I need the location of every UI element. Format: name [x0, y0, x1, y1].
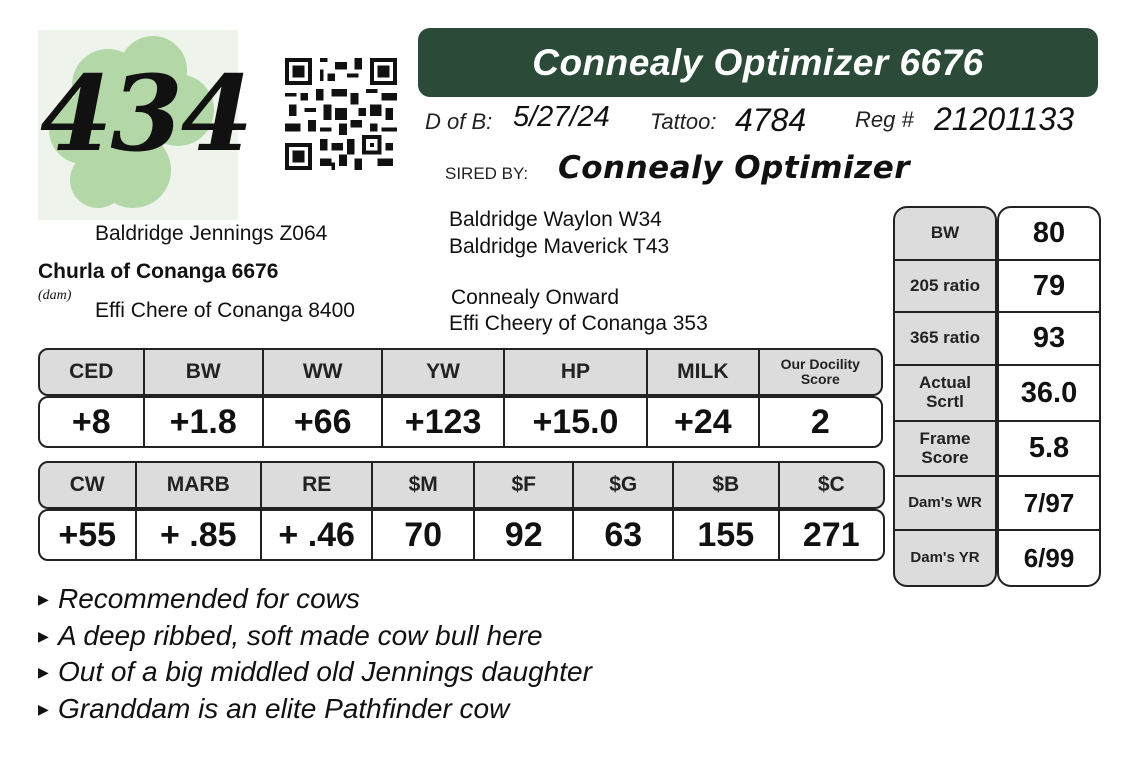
dob-value: 5/27/24 — [513, 101, 610, 133]
epd-header-yw: YW — [383, 350, 504, 394]
epd-header-ww: WW — [264, 350, 383, 394]
sired-by-label: SIRED BY: — [445, 164, 529, 183]
index-header-row — [38, 461, 885, 509]
index-header-m: $M — [373, 463, 475, 507]
stats-value-column — [997, 206, 1101, 587]
index-value-m: 70 — [373, 511, 475, 559]
stat-value-frame-score: 5.8 — [999, 422, 1099, 477]
epd-value-hp: +15.0 — [505, 398, 648, 446]
stat-label-dams-yr: Dam's YR — [910, 548, 980, 566]
performance-stats-panel — [893, 206, 1101, 587]
epd-value-docility: 2 — [810, 402, 830, 441]
index-value-re: + .46 — [262, 511, 373, 559]
tattoo-value: 4784 — [735, 102, 807, 138]
dam-dam-dam: Effi Cheery of Conanga 353 — [449, 312, 708, 335]
bull-name-title: Connealy Optimizer 6676 — [532, 41, 984, 83]
index-value-b: 155 — [674, 511, 780, 559]
index-header-c: $C — [817, 473, 845, 496]
epd-table-1 — [38, 348, 883, 450]
title-banner — [418, 28, 1098, 97]
stat-label-bw: BW — [895, 208, 995, 261]
index-value-g: 63 — [574, 511, 674, 559]
note-item — [38, 620, 543, 652]
stat-value-365-ratio: 93 — [999, 313, 1099, 366]
stat-value-dams-wr: 7/97 — [999, 477, 1099, 531]
stat-label-365-ratio: 365 ratio — [895, 313, 995, 366]
reg-label: Reg # — [855, 107, 914, 132]
epd-value-row — [38, 396, 883, 448]
index-header-g: $G — [574, 463, 674, 507]
index-value-cw: +55 — [40, 511, 137, 559]
stat-label-frame-score: Frame Score — [895, 422, 995, 477]
qr-code-icon — [285, 58, 397, 170]
lot-number: 434 — [40, 52, 252, 175]
index-value-marb: + .85 — [137, 511, 262, 559]
dam-name: Churla of Conanga 6676 — [38, 260, 279, 283]
stats-label-column — [893, 206, 997, 587]
dob-label: D of B: — [425, 109, 493, 134]
note-item — [38, 656, 592, 688]
note-text: A deep ribbed, soft made cow bull here — [58, 620, 543, 651]
note-text: Recommended for cows — [58, 583, 360, 614]
triangle-bullet-icon: ▶ — [38, 590, 49, 607]
epd-value-ww: +66 — [264, 398, 383, 446]
index-value-c: 271 — [802, 515, 860, 554]
stat-value-bw: 80 — [999, 208, 1099, 261]
reg-value: 21201133 — [934, 101, 1074, 137]
epd-value-bw: +1.8 — [145, 398, 264, 446]
index-header-b: $B — [674, 463, 780, 507]
epd-header-milk: MILK — [648, 350, 759, 394]
tattoo-label: Tattoo: — [650, 109, 717, 134]
index-header-f: $F — [475, 463, 575, 507]
dam-dam: Effi Chere of Conanga 8400 — [95, 299, 355, 322]
stat-label-scrotal: Actual Scrtl — [895, 366, 995, 422]
index-header-marb: MARB — [137, 463, 262, 507]
note-item — [38, 693, 509, 725]
triangle-bullet-icon: ▶ — [38, 663, 49, 680]
index-value-row — [38, 509, 885, 561]
epd-header-hp: HP — [505, 350, 648, 394]
epd-value-ced: +8 — [40, 398, 145, 446]
epd-header-docility: Our Docility Score — [780, 356, 860, 387]
epd-header-bw: BW — [145, 350, 264, 394]
epd-value-yw: +123 — [383, 398, 504, 446]
stat-label-205-ratio: 205 ratio — [895, 261, 995, 313]
triangle-bullet-icon: ▶ — [38, 700, 49, 717]
stat-value-scrotal: 36.0 — [999, 366, 1099, 422]
epd-table-2 — [38, 461, 885, 565]
note-text: Out of a big middled old Jennings daughter — [58, 656, 592, 687]
epd-header-row — [38, 348, 883, 396]
note-text: Granddam is an elite Pathfinder cow — [58, 693, 510, 724]
epd-value-milk: +24 — [648, 398, 759, 446]
dam-note: (dam) — [38, 288, 72, 303]
index-header-cw: CW — [40, 463, 137, 507]
triangle-bullet-icon: ▶ — [38, 627, 49, 644]
dam-sire: Baldridge Jennings Z064 — [95, 222, 328, 245]
epd-header-ced: CED — [40, 350, 145, 394]
index-header-re: RE — [262, 463, 373, 507]
sire-dam: Baldridge Maverick T43 — [449, 235, 670, 258]
sire-name: Connealy Optimizer — [558, 150, 911, 186]
sire-sire: Baldridge Waylon W34 — [449, 208, 662, 231]
stat-value-dams-yr: 6/99 — [1023, 542, 1075, 573]
stat-label-dams-wr: Dam's WR — [895, 477, 995, 531]
stat-value-205-ratio: 79 — [999, 261, 1099, 313]
dam-dam-sire: Connealy Onward — [451, 286, 620, 309]
note-item — [38, 583, 360, 615]
index-value-f: 92 — [475, 511, 575, 559]
